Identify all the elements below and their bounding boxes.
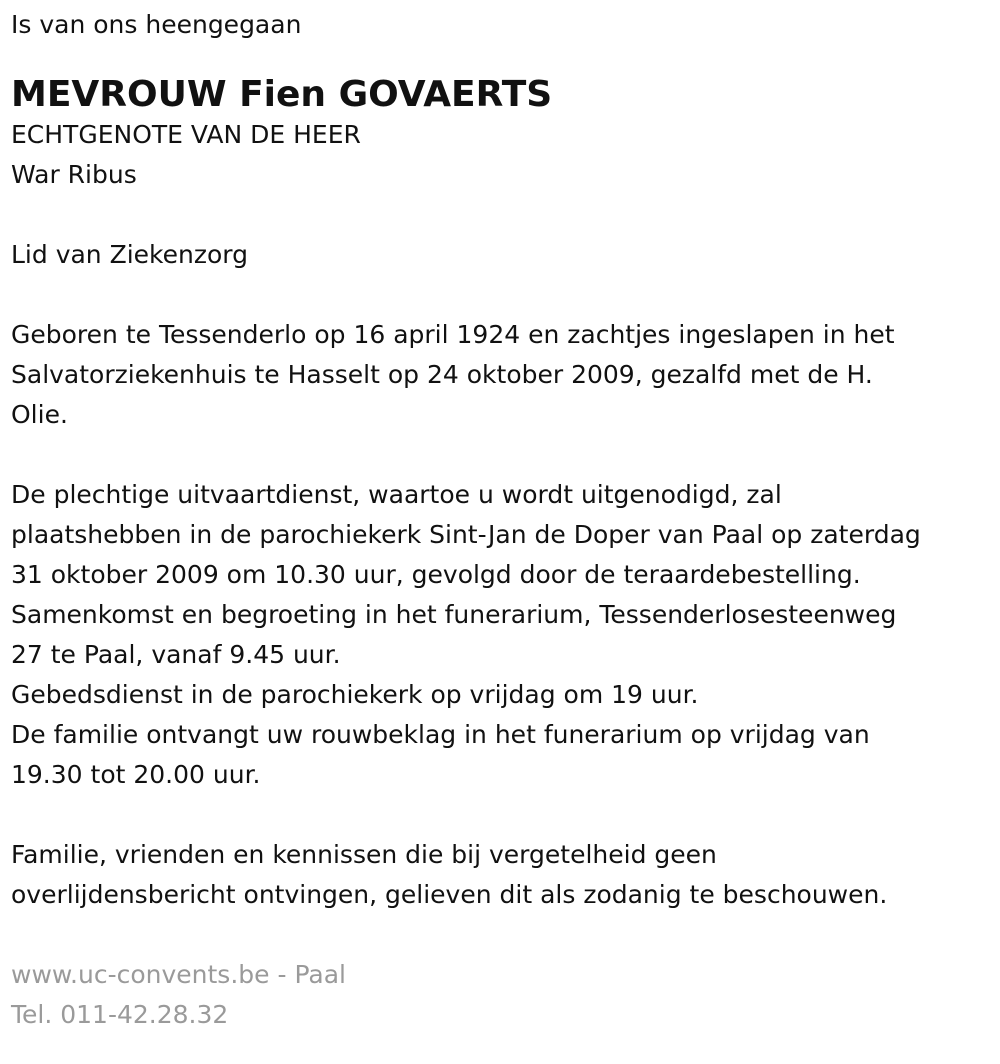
ceremony-paragraph: [11, 475, 991, 795]
paragraph-line: 27 te Paal, vanaf 9.45 uur.: [11, 640, 341, 669]
deceased-name: MEVROUW Fien GOVAERTS: [11, 74, 553, 115]
paragraph-line: De plechtige uitvaartdienst, waartoe u wordt uitgenodigd, zal: [11, 480, 782, 509]
phone-text: Tel. 011-42.28.32: [11, 1000, 229, 1029]
paragraph-line: Gebedsdienst in de parochiekerk op vrijdag om 19 uur.: [11, 680, 699, 709]
paragraph-line: Salvatorziekenhuis te Hasselt op 24 oktober 2009, gezalfd met de H.: [11, 360, 873, 389]
paragraph-line: plaatshebben in de parochiekerk Sint-Jan de Doper van Paal op zaterdag: [11, 520, 921, 549]
paragraph-line: Samenkomst en begroeting in het funerarium, Tessenderlosesteenweg: [11, 600, 897, 629]
paragraph-line: 19.30 tot 20.00 uur.: [11, 760, 261, 789]
obituary-notice: [11, 5, 991, 1035]
website-text: www.uc-convents.be - Paal: [11, 960, 346, 989]
membership-text: Lid van Ziekenzorg: [11, 240, 248, 269]
birth-death-paragraph: [11, 315, 991, 435]
notice-paragraph: [11, 835, 991, 915]
paragraph-line: overlijdensbericht ontvingen, gelieven dit als zodanig te beschouwen.: [11, 880, 888, 909]
funeral-home-footer: [11, 955, 991, 1035]
paragraph-line: 31 oktober 2009 om 10.30 uur, gevolgd door de teraardebestelling.: [11, 560, 861, 589]
paragraph-line: Familie, vrienden en kennissen die bij vergetelheid geen: [11, 840, 717, 869]
paragraph-line: Geboren te Tessenderlo op 16 april 1924 en zachtjes ingeslapen in het: [11, 320, 895, 349]
spouse-name: War Ribus: [11, 160, 137, 189]
intro-text: Is van ons heengegaan: [11, 10, 302, 39]
paragraph-line: De familie ontvangt uw rouwbeklag in het funerarium op vrijdag van: [11, 720, 870, 749]
paragraph-line: Olie.: [11, 400, 68, 429]
spouse-title: ECHTGENOTE VAN DE HEER: [11, 120, 361, 149]
